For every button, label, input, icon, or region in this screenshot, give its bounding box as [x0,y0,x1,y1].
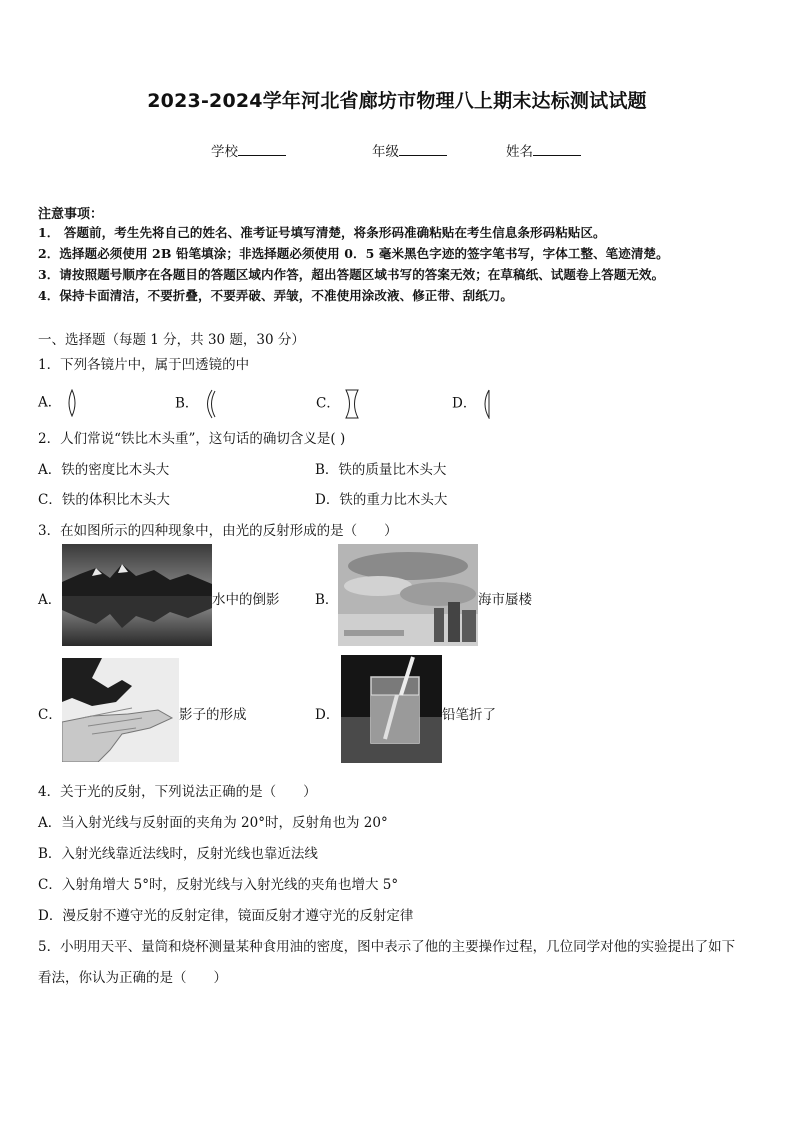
q2-option-c: C．铁的体积比木头大 [38,492,170,508]
q4-option-c: C．入射角增大 5°时，反射光线与入射光线的夹角也增大 5° [38,877,399,893]
photo-caption: 海市蜃楼 [478,592,532,608]
school-blank [238,143,286,156]
q1-option-a [38,389,78,417]
option-letter: B． [175,395,199,412]
option-letter: B． [315,592,339,608]
section-heading: 一、选择题（每题 1 分，共 30 题，30 分） [38,332,305,348]
option-letter: D． [315,707,340,723]
question-5-stem-line2: 看法，你认为正确的是（ ） [38,970,227,986]
grade-field [372,140,447,160]
q2-option-d: D．铁的重力比木头大 [315,492,448,508]
mirage-photo [338,544,478,646]
question-1-stem: 1．下列各镜片中，属于凹透镜的中 [38,357,250,373]
note-item: 2．选择题必须使用 2B 铅笔填涂；非选择题必须使用 0．5 毫米黑色字迹的签字笔书写，字体工整、笔迹清楚。 [38,246,669,261]
lake-reflection-photo [62,544,212,646]
question-5-stem-line1: 5．小明用天平、量筒和烧杯测量某种食用油的密度，图中表示了他的主要操作过程，几位同学对他的实验提出了如下 [38,939,736,955]
option-letter: D． [452,395,477,412]
note-item: 4．保持卡面清洁，不要折叠，不要弄破、弄皱，不准使用涂改液、修正带、刮纸刀。 [38,288,513,303]
name-field [506,140,581,160]
school-label: 学校 [211,144,238,160]
concave-lens-icon [344,389,360,419]
q2-option-a: A．铁的密度比木头大 [38,462,170,478]
school-field [211,140,286,160]
meniscus-lens-icon [203,389,217,419]
note-item: 3．请按照题号顺序在各题目的答题区域内作答，超出答题区域书写的答案无效；在草稿纸、试题卷上答题无效。 [38,267,665,282]
option-letter: C． [38,707,62,723]
q1-option-c [316,389,360,419]
q2-option-b: B．铁的质量比木头大 [315,462,447,478]
photo-caption: 铅笔折了 [442,707,496,723]
option-letter: C． [316,395,340,412]
name-blank [533,143,581,156]
note-item: 1． 答题前，考生先将自己的姓名、准考证号填写清楚，将条形码准确粘贴在考生信息条形码粘贴区。 [38,225,606,240]
notes-heading: 注意事项： [38,207,104,222]
question-3-stem: 3．在如图所示的四种现象中，由光的反射形成的是（ ） [38,523,398,539]
photo-caption: 水中的倒影 [212,592,280,608]
q4-option-d: D．漫反射不遵守光的反射定律，镜面反射才遵守光的反射定律 [38,908,414,924]
plano-lens-icon [481,389,493,419]
bent-pencil-photo [341,655,442,763]
question-4-stem: 4．关于光的反射，下列说法正确的是（ ） [38,784,317,800]
option-letter: A． [38,592,62,608]
photo-caption: 影子的形成 [179,707,247,723]
q1-option-b [175,389,217,419]
page-title: 2023-2024学年河北省廊坊市物理八上期末达标测试试题 [147,90,647,112]
q4-option-a: A．当入射光线与反射面的夹角为 20°时，反射角也为 20° [38,815,388,831]
hand-shadow-photo [62,658,179,762]
q1-option-d [452,389,493,419]
convex-lens-icon [66,389,78,417]
option-letter: A． [38,394,62,411]
q4-option-b: B．入射光线靠近法线时，反射光线也靠近法线 [38,846,318,862]
grade-label: 年级 [372,144,399,160]
question-2-stem: 2．人们常说“铁比木头重”，这句话的确切含义是( ) [38,431,346,447]
name-label: 姓名 [506,144,533,160]
grade-blank [399,143,447,156]
